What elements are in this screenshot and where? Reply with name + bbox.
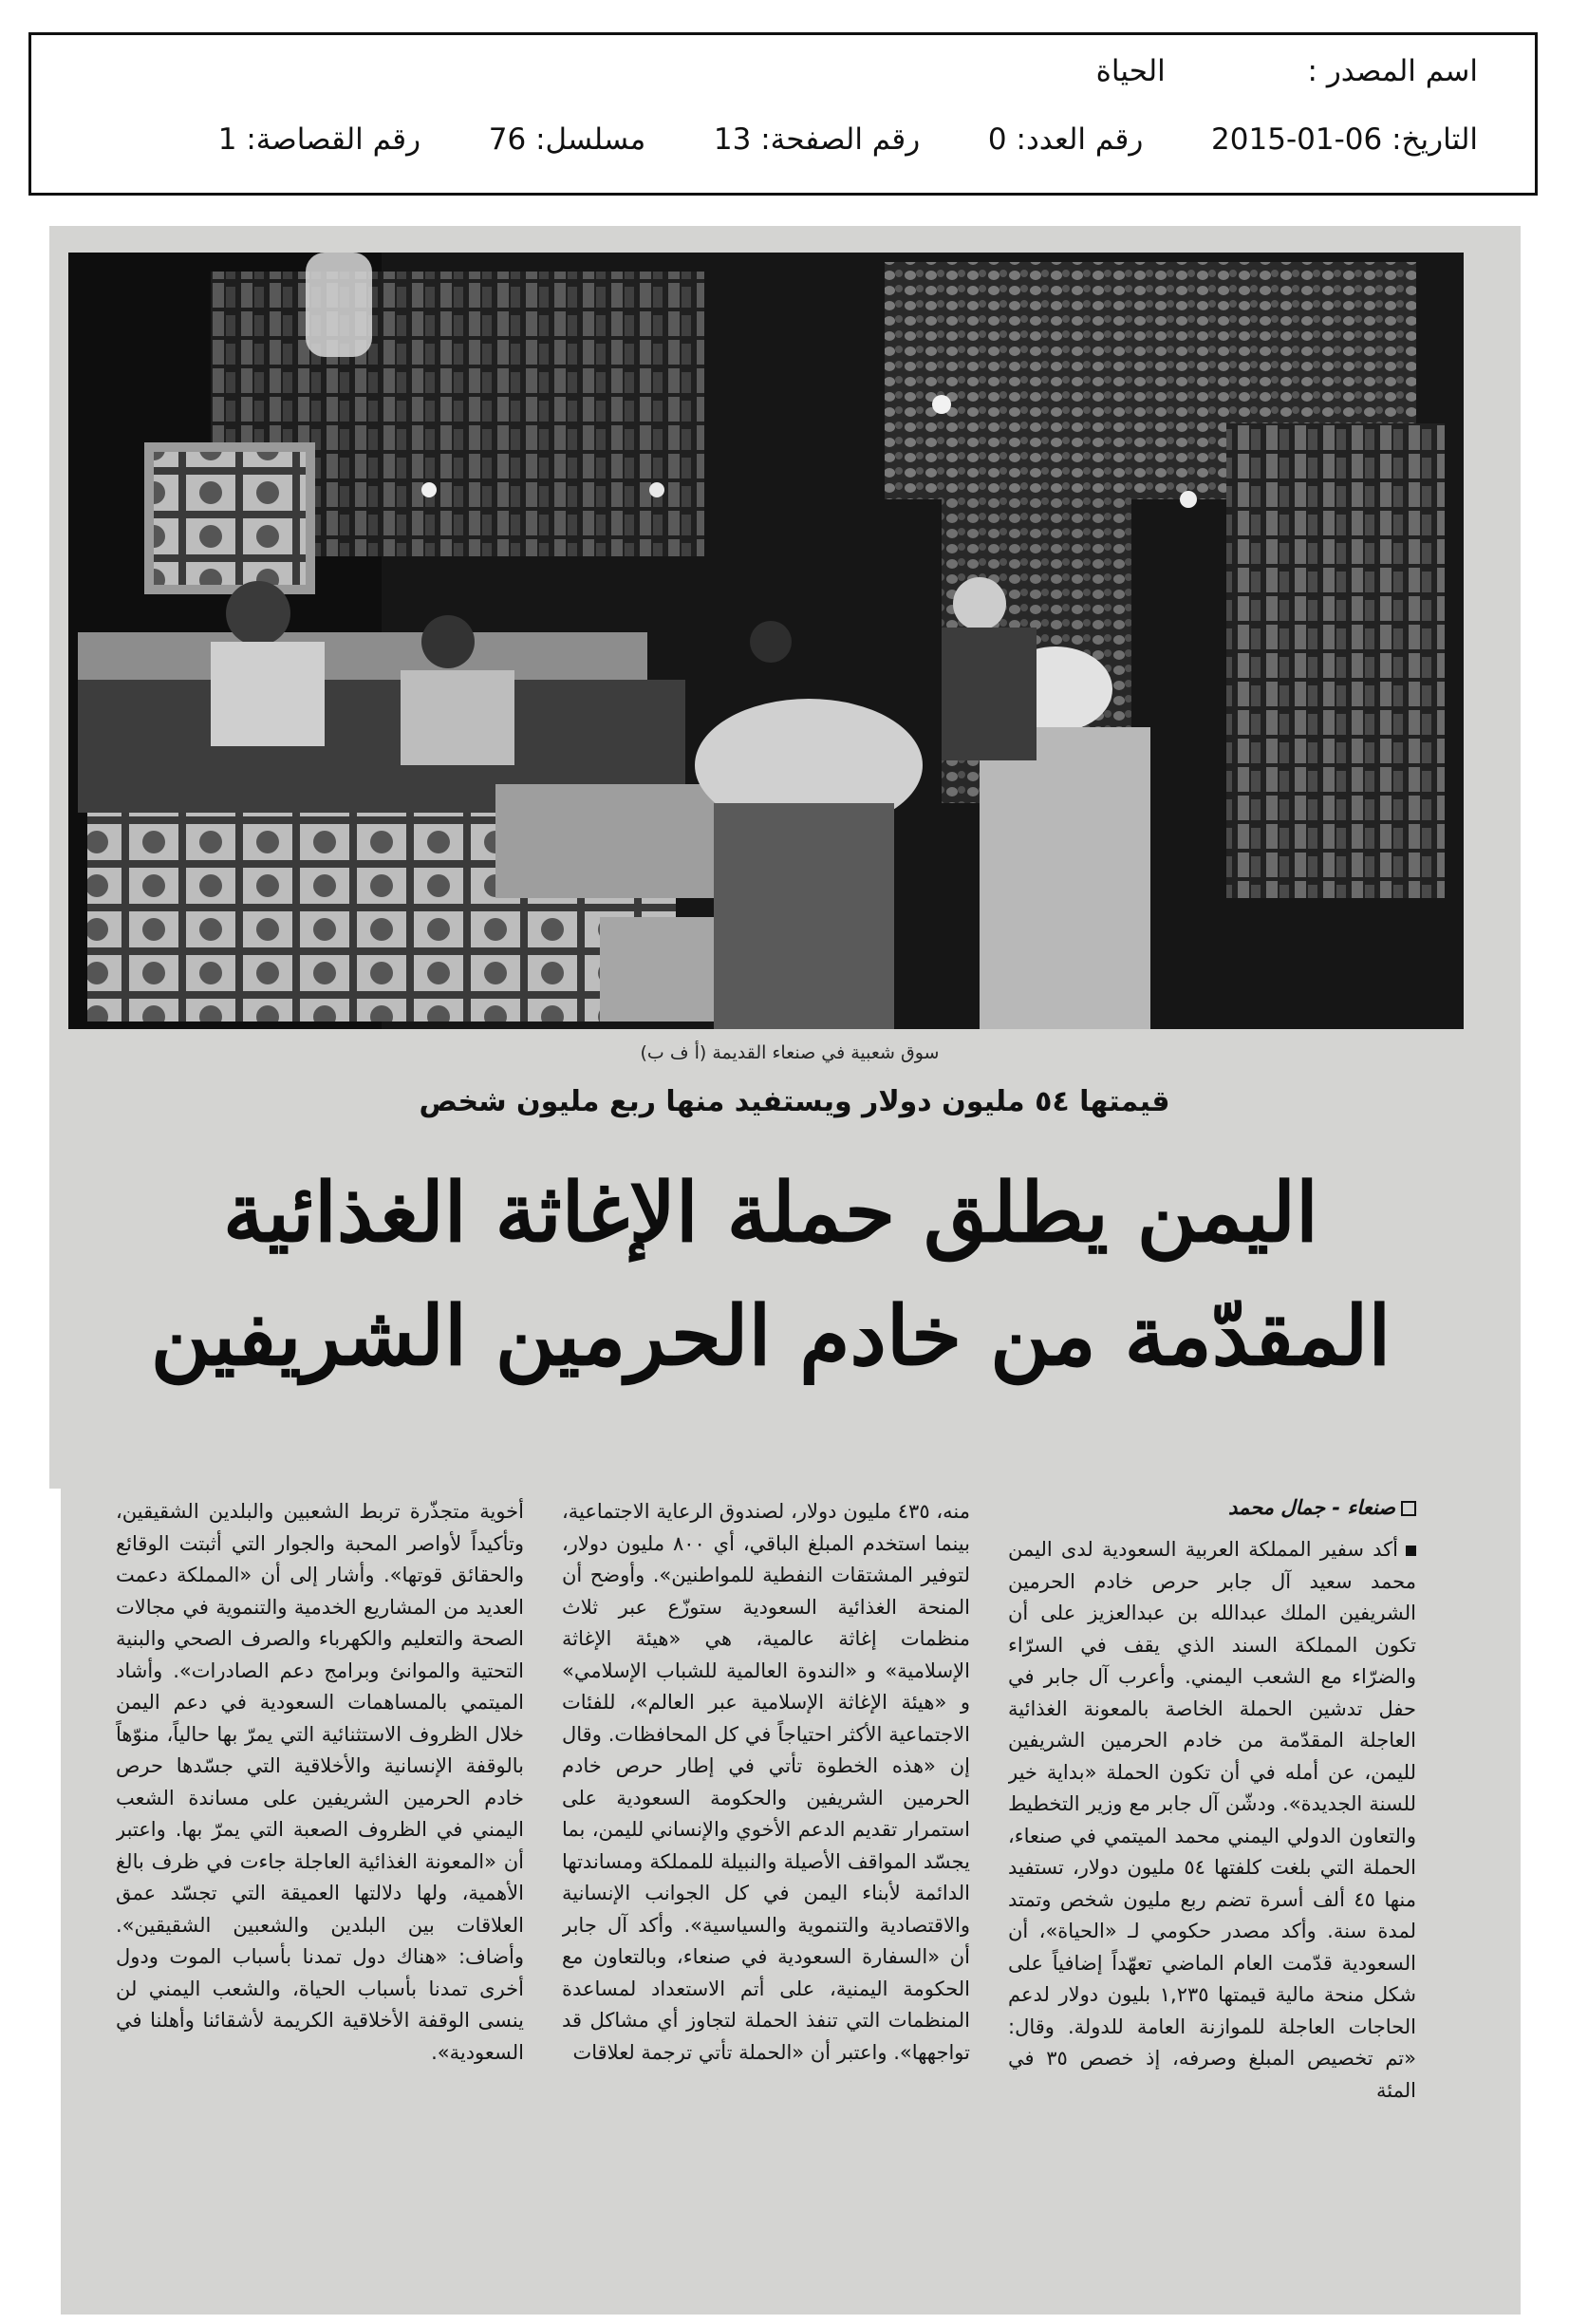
column-3-text: أخوية متجذّرة تربط الشعبين والبلدين الشقيقين، وتأكيداً لأواصر المحبة والجوار التي أثبتت الوقائع والحقائق قوتها». وأشار إلى أن «المملكة دعمت العديد من المشاريع الخدمية والتنموية في مجالات الصحة والتعليم والكهرباء والصرف الصحي والبنية التحتية والموانئ وبرامج دعم الصادرات». وأشاد الميتمي بالمساهمات السعودية في دعم اليمن خلال الظروف الاستثنائية التي يمرّ بها حالياً، منوّهاً بالوقفة الإنسانية والأخلاقية التي جسّدها حرص خادم الحرمين الشريفين على مساندة الشعب اليمني في الظروف الصعبة التي يمرّ بها. واعتبر أن «المعونة الغذائية العاجلة جاءت في ظرف بالغ الأهمية، ولها دلالتها العميقة التي تجسّد عمق العلاقات بين البلدين والشعبين الشقيقين». وأضاف: «هناك دول تمدنا بأسباب الموت ودول أخرى تمدنا بأسباب الحياة، والشعب اليمني لن ينسى الوقفة الأخلاقية الكريمة لأشقائنا وأهلنا في السعودية».: [116, 1500, 524, 2064]
source-line: [1096, 54, 1478, 88]
metadata-header: [28, 32, 1538, 196]
headline-line-1: اليمن يطلق حملة الإغاثة الغذائية: [223, 1165, 1318, 1261]
byline-text: صنعاء - جمال محمد: [1228, 1496, 1395, 1519]
byline-box-mark: [1401, 1501, 1416, 1516]
metadata-line: [218, 122, 1478, 157]
serial-field: مسلسل: 76: [488, 122, 646, 157]
market-photo: [68, 253, 1464, 1029]
clipping-cut-edge: [49, 1489, 61, 2315]
column-1-text: أكد سفير المملكة العربية السعودية لدى اليمن محمد سعيد آل جابر حرص خادم الحرمين الشريفين الملك عبدالله بن عبدالعزيز على أن تكون المملكة السند الذي يقف في السرّاء والضرّاء مع الشعب اليمني. وأعرب آل جابر في حفل تدشين الحملة الخاصة بالمعونة الغذائية العاجلة المقدّمة من خادم الحرمين الشريفين لليمن، عن أمله في أن تكون الحملة «بداية خير للسنة الجديدة». ودشّن آل جابر مع وزير التخطيط والتعاون الدولي اليمني محمد الميتمي في صنعاء، الحملة التي بلغت كلفتها ٥٤ مليون دولار، تستفيد منها ٤٥ ألف أسرة تضم ربع مليون شخص وتمتد لمدة سنة. وأكد مصدر حكومي لـ «الحياة»، أن السعودية قدّمت العام الماضي تعهّداً إضافياً على شكل منحة مالية قيمتها ١,٢٣٥ بليون دولار لدعم الحاجات العاجلة للموازنة العامة للدولة. وقال: «تم تخصيص المبلغ وصرفه، إذ خصص ٣٥ في المئة: [1008, 1538, 1416, 2102]
article-kicker: قيمتها ٥٤ مليون دولار ويستفيد منها ربع مليون شخص: [419, 1085, 1170, 1118]
market-photo-drawing: [68, 253, 1464, 1029]
headline-line-2: المقدّمة من خادم الحرمين الشريفين: [150, 1288, 1392, 1384]
issue-field: رقم العدد: 0: [987, 122, 1144, 157]
article-column-1: [1008, 1534, 1416, 2303]
date-field: التاريخ: 06-01-2015: [1211, 122, 1478, 157]
photo-caption: سوق شعبية في صنعاء القديمة (أ ف ب): [640, 1042, 940, 1063]
article-byline: [1037, 1496, 1416, 1519]
source-label: اسم المصدر :: [1307, 54, 1478, 88]
newspaper-clipping: [49, 226, 1521, 2315]
paragraph-bullet: [1406, 1546, 1416, 1556]
clip-number-field: رقم القصاصة: 1: [217, 122, 421, 157]
article-column-3: [116, 1496, 524, 2303]
article-column-2: [562, 1496, 970, 2303]
source-value: الحياة: [1095, 54, 1166, 88]
page-field: رقم الصفحة: 13: [713, 122, 921, 157]
article-headline: [125, 1152, 1416, 1398]
column-2-text: منه، ٤٣٥ مليون دولار، لصندوق الرعاية الاجتماعية، بينما استخدم المبلغ الباقي، أي ٨٠٠ مليون دولار، لتوفير المشتقات النفطية للمواطنين». وأوضح أن المنحة الغذائية السعودية ستوزّع عبر ثلاث منظمات إغاثة عالمية، هي «هيئة الإغاثة الإسلامية» و «الندوة العالمية للشباب الإسلامي» و «هيئة الإغاثة الإسلامية عبر العالم»، للفئات الاجتماعية الأكثر احتياجاً في كل المحافظات. وقال إن «هذه الخطوة تأتي في إطار حرص خادم الحرمين الشريفين والحكومة السعودية على استمرار تقديم الدعم الأخوي والإنساني لليمن، بما يجسّد المواقف الأصيلة والنبيلة للمملكة ومساندتها الدائمة لأبناء اليمن في كل الجوانب الإنسانية والاقتصادية والتنموية والسياسية». وأكد آل جابر أن «السفارة السعودية في صنعاء، وبالتعاون مع الحكومة اليمنية، على أتم الاستعداد لمساعدة المنظمات التي تنفذ الحملة لتجاوز أي مشاكل قد تواجهها». واعتبر أن «الحملة تأتي ترجمة لعلاقات: [562, 1500, 970, 2064]
